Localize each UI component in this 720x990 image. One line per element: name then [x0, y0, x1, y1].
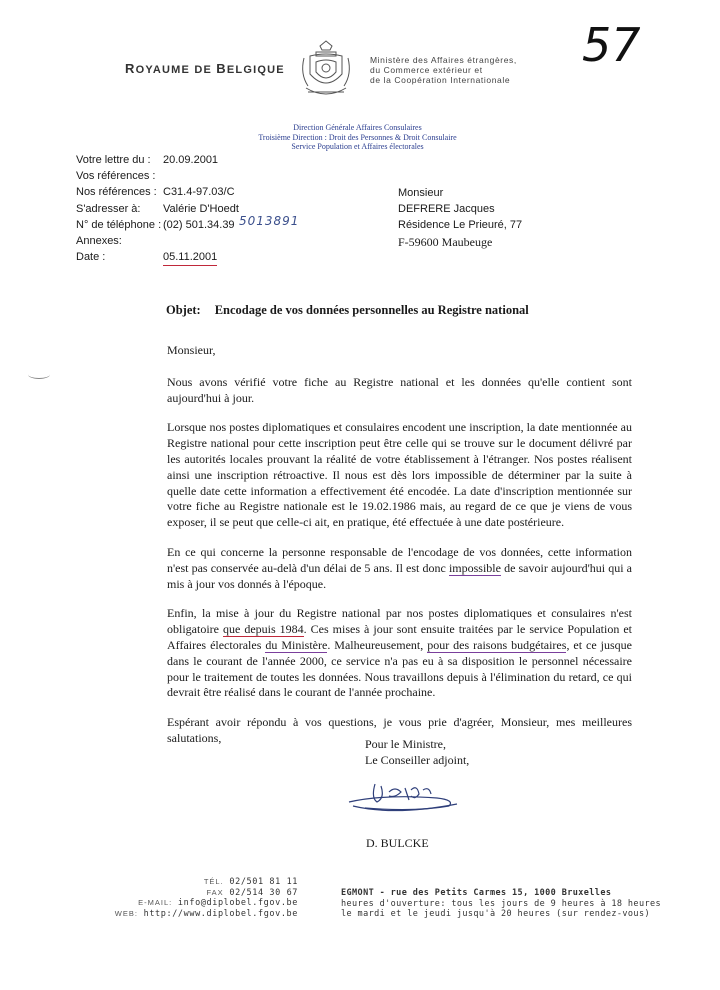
meta-row: Vos références : [76, 170, 156, 183]
letter-date: 05.11.2001 [163, 249, 217, 266]
ministry-name: Ministère des Affaires étrangères, du Commerce extérieur et de la Coopération Internationale [370, 55, 517, 85]
paragraph: En ce qui concerne la personne responsable de l'encodage de vos données, cette information n'est pas conservée au-delà d'un délai de 5 ans. Il est donc impossible de savoir aujourd'hui qui a mis à jour vos donnés à l'époque. [167, 544, 632, 591]
coat-of-arms-seal [296, 40, 356, 102]
meta-row: N° de téléphone : (02) 501.34.39 [76, 218, 235, 231]
address-block: EGMONT - rue des Petits Carmes 15, 1000 Bruxelles heures d'ouverture: tous les jours de 9 heures à 18 heures le mardi et le jeudi jusqu'à 20 heures (sur rendez-vous) [341, 888, 662, 919]
handwritten-reference: 5013891 [239, 214, 300, 228]
meta-row: Annexes: [76, 235, 122, 248]
addressee-block: Monsieur DEFRERE Jacques Résidence Le Prieuré, 77 F-59600 Maubeuge [398, 187, 523, 249]
letter-body [167, 343, 632, 761]
meta-row: Votre lettre du : 20.09.2001 [76, 154, 219, 166]
handwritten-page-number: 57 [582, 18, 641, 72]
subject-line: Objet: Encodage de vos données personnelles au Registre national [166, 303, 529, 317]
paragraph: Enfin, la mise à jour du Registre national par nos postes diplomatiques et consulaires n'est obligatoire que depuis 1984. Ces mises à jour sont ensuite traitées par le service Population et Affaires électorales du Ministère. Malheureusement, pour des raisons budgétaires, et ce jusque dans le courant de l'année 2000, ce service n'a pas eu à sa disposition le personnel nécessaire pour le traitement de toutes les données. Nous travaillons depuis à l'élimination du retard, ce qui devrait être réalisé dans le courant de l'année prochaine. [167, 606, 633, 700]
greeting: Monsieur, [167, 343, 216, 357]
scan-edge-mark [28, 370, 50, 379]
paragraph: Nous avons vérifié votre fiche au Registre national et les données qu'elle contient sont aujourd'hui à jour. [167, 374, 632, 405]
closing-block: Pour le Ministre, Le Conseiller adjoint, [365, 737, 470, 767]
paragraph: Lorsque nos postes diplomatiques et consulaires encodent une inscription, la date mentionnée au Registre national pour cette inscription peut être celle qui se trouve sur le document délivré par les autorités locales prouvant la réalité de votre établissement à l'étranger. Nos postes réalisent ainsi une inscription rétroactive. Il nous est dès lors impossible de déterminer par la suite à quelle date cette information a effectivement été encodée. La date d'inscription mentionnée sur votre fiche au Registre nationale est le 19.02.1986 mais, au regard de ce que je viens de vous exposer, il se peut que celle-ci ait, en pratique, été effectuée à une date postérieure. [167, 420, 632, 530]
paragraph: Espérant avoir répondu à vos questions, je vous prie d'agréer, Monsieur, mes meilleures salutations, [167, 715, 632, 745]
meta-row: Nos références : C31.4-97.03/C [76, 186, 235, 199]
kingdom-title: ROYAUME DE BELGIQUE [125, 61, 285, 76]
contact-block: TÉL. 02/501 81 11 FAX 02/514 30 67 E-MAIL: info@diplobel.fgov.be WEB: http://www.diplobel.fgov.be [114, 877, 298, 919]
meta-row: Date : 05.11.2001 [76, 249, 239, 266]
reference-block [76, 152, 239, 266]
signer-name: D. BULCKE [366, 836, 429, 850]
direction-header: Direction Générale Affaires Consulaires Troisième Direction : Droit des Personnes & Droit Consulaire Service Population et Affaires électorales [258, 123, 457, 151]
meta-row: S'adresser à: Valérie D'Hoedt [76, 202, 239, 215]
signature [345, 776, 465, 818]
